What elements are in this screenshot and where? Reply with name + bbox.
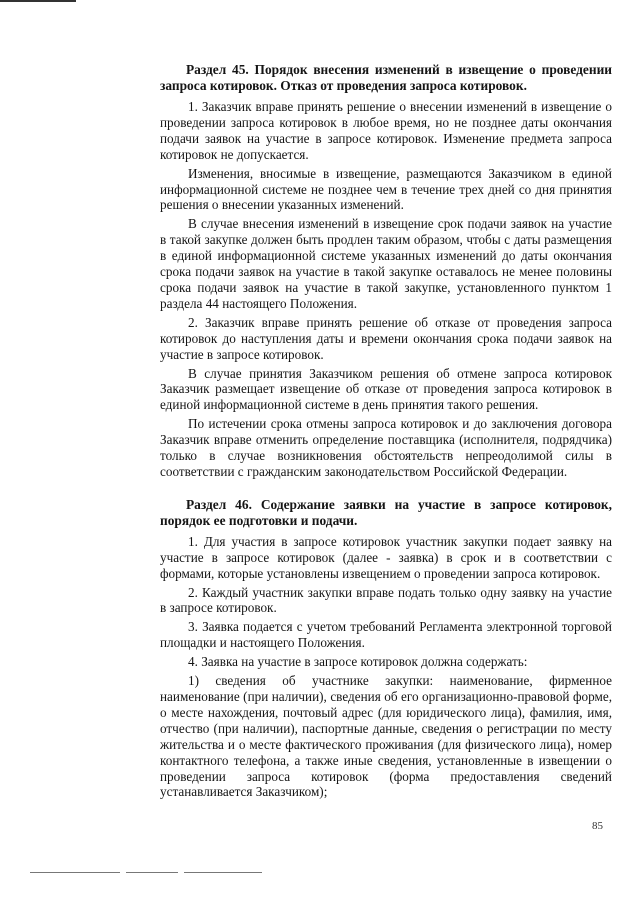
scan-artifact-top (0, 0, 76, 2)
section-45-heading: Раздел 45. Порядок внесения изменений в извещение о проведении запроса котировок. Отказ от проведения запроса котировок. (160, 62, 612, 93)
scan-artifact-bottom-3 (184, 872, 262, 873)
section-46-paragraph-5: 1) сведения об участнике закупки: наименование, фирменное наименование (при наличии), сведения об его организационно-правовой форме, о месте нахождения, почтовый адрес (для юридического лица), фамилия, имя, отчество (при наличии), паспортные данные, сведения о регистрации по месту жительства и о месте фактического проживания (для физического лица), номер контактного телефона, а также иные сведения, установленные в извещении о проведении запроса котировок (форма предоставления сведений устанавливается Заказчиком); (160, 673, 612, 800)
section-46-paragraph-3: 3. Заявка подается с учетом требований Регламента электронной торговой площадки и настоящего Положения. (160, 619, 612, 651)
section-45-paragraph-3: В случае внесения изменений в извещение срок подачи заявок на участие в такой закупке должен быть продлен таким образом, чтобы с даты размещения в единой информационной системе указанных изменений до даты окончания срока подачи заявок на участие в такой закупке оставалось не менее половины срока подачи заявок на участие в такой закупке, установленного пунктом 1 раздела 44 настоящего Положения. (160, 216, 612, 311)
section-45-paragraph-4: 2. Заказчик вправе принять решение об отказе от проведения запроса котировок до наступления даты и времени окончания срока подачи заявок на участие в запросе котировок. (160, 314, 612, 362)
section-46-paragraph-2: 2. Каждый участник закупки вправе подать только одну заявку на участие в запросе котировок. (160, 584, 612, 616)
section-45-paragraph-1: 1. Заказчик вправе принять решение о внесении изменений в извещение о проведении запроса котировок в любое время, но не позднее даты окончания подачи заявок на участие в запросе котировок. Изменение предмета запроса котировок не допускается. (160, 99, 612, 162)
scan-artifact-bottom-1 (30, 872, 120, 873)
page-number: 85 (592, 820, 603, 832)
section-45-paragraph-6: По истечении срока отмены запроса котировок и до заключения договора Заказчик вправе отменить определение поставщика (исполнителя, подрядчика) только в случае возникновения обстоятельств непреодолимой силы в соответствии с гражданским законодательством Российской Федерации. (160, 416, 612, 479)
scan-artifact-bottom-2 (126, 872, 178, 873)
section-gap (160, 483, 612, 497)
document-page (160, 62, 612, 803)
section-45-paragraph-5: В случае принятия Заказчиком решения об отмене запроса котировок Заказчик размещает извещение об отказе от проведения запроса котировок в единой информационной системе в день принятия такого решения. (160, 365, 612, 413)
section-46-paragraph-1: 1. Для участия в запросе котировок участник закупки подает заявку на участие в запросе котировок (далее - заявка) в срок и в соответствии с формами, которые установлены извещением о проведении запроса котировок. (160, 533, 612, 581)
section-46-heading: Раздел 46. Содержание заявки на участие в запросе котировок, порядок ее подготовки и подачи. (160, 496, 612, 528)
section-46-paragraph-4: 4. Заявка на участие в запросе котировок должна содержать: (188, 654, 528, 670)
section-45-paragraph-2: Изменения, вносимые в извещение, размещаются Заказчиком в единой информационной системе не позднее чем в течение трех дней со дня принятия решения о внесении указанных изменений. (160, 165, 612, 213)
